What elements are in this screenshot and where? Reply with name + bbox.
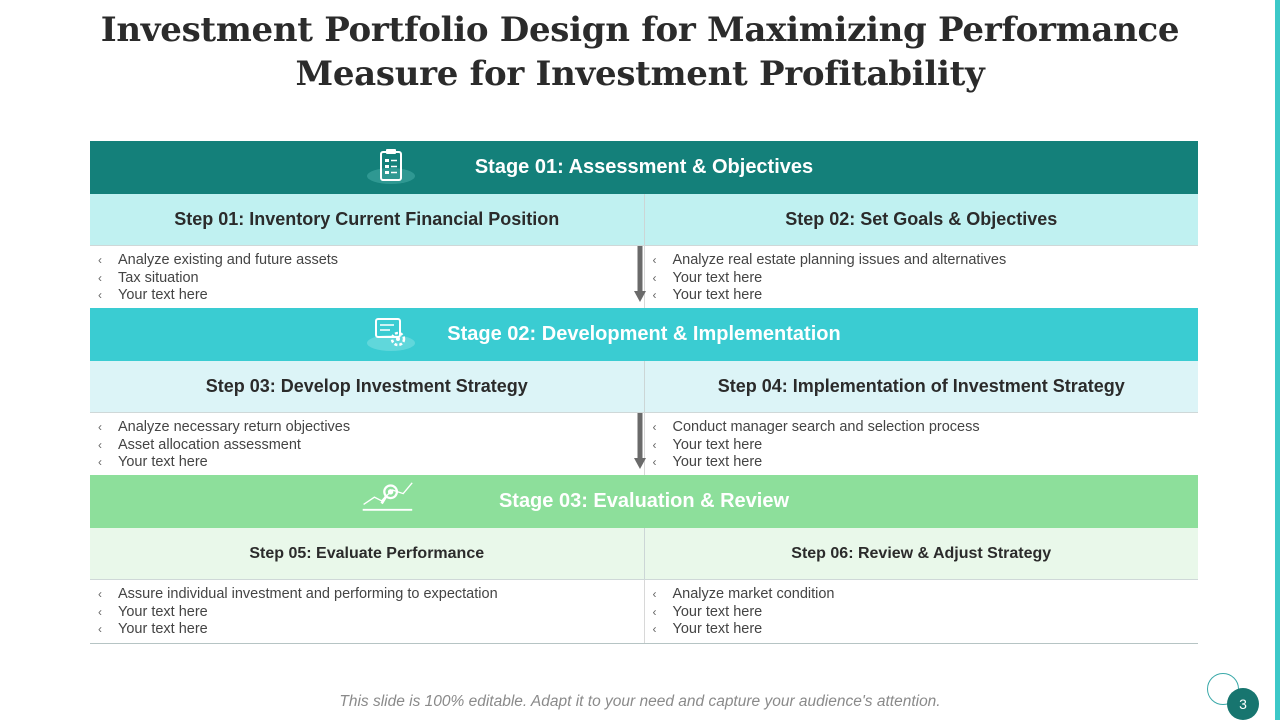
step-04-title: Step 04: Implementation of Investment Strategy [644, 361, 1199, 412]
step-05-title: Step 05: Evaluate Performance [249, 544, 485, 562]
step-03-title: Step 03: Develop Investment Strategy [205, 376, 528, 396]
document-gear-icon [364, 313, 418, 357]
list-item: ‹ Your text here [652, 287, 763, 303]
list-item: ‹ Your text here [652, 454, 763, 470]
step-02-title: Step 02: Set Goals & Objectives [644, 194, 1199, 245]
steps-row-3 [90, 528, 1198, 580]
title-line-2: Measure for Investment Profitability [295, 54, 985, 94]
stage-header-2 [90, 308, 1198, 361]
list-item: ‹ Asset allocation assessment [98, 436, 301, 453]
list-item: ‹ Conduct manager search and selection process [652, 419, 980, 435]
slide-title [0, 8, 1280, 96]
clipboard-checklist-icon [364, 146, 418, 190]
stage-title-3: Stage 03: Evaluation & Review [498, 490, 790, 512]
step-05-details [90, 580, 644, 643]
step-04-details [644, 413, 1199, 475]
stage-title-2: Stage 02: Development & Implementation [447, 323, 841, 345]
list-item: ‹ Your text here [98, 621, 208, 637]
list-item: ‹ Tax situation [98, 269, 199, 286]
list-item: ‹ Your text here [652, 436, 763, 453]
stage-title-1: Stage 01: Assessment & Objectives [474, 156, 814, 178]
list-item: ‹ Analyze real estate planning issues and alternatives [652, 252, 1007, 268]
list-item: ‹ Analyze necessary return objectives [98, 419, 351, 435]
list-item: ‹ Assure individual investment and performing to expectation [98, 586, 498, 602]
process-table [90, 141, 1198, 644]
footer-note: This slide is 100% editable. Adapt it to your need and capture your audience's attention. [339, 693, 941, 710]
step-01-title: Step 01: Inventory Current Financial Position [174, 209, 560, 229]
accent-bar [1275, 0, 1280, 720]
list-item: ‹ Your text here [652, 269, 763, 286]
arrow-down-icon [634, 246, 646, 304]
steps-row-2 [90, 361, 1198, 413]
page-number: 3 [1227, 688, 1259, 720]
step-03-details [90, 413, 644, 475]
steps-row-1 [90, 194, 1198, 246]
step-06-title: Step 06: Review & Adjust Strategy [644, 528, 1199, 579]
list-item: ‹ Your text here [652, 603, 763, 620]
step-02-details [644, 246, 1199, 308]
list-item: ‹ Your text here [652, 621, 763, 637]
arrow-down-icon [634, 413, 646, 471]
list-item: ‹ Your text here [98, 287, 208, 303]
list-item: ‹ Your text here [98, 603, 208, 620]
list-item: ‹ Your text here [98, 454, 208, 470]
details-row-3 [90, 580, 1198, 644]
details-row-2 [90, 413, 1198, 475]
list-item: ‹ Analyze market condition [652, 586, 835, 602]
chart-magnifier-icon [360, 477, 414, 521]
list-item: ‹ Analyze existing and future assets [98, 252, 339, 268]
stage-header-3 [90, 475, 1198, 528]
details-row-1 [90, 246, 1198, 308]
step-06-details [644, 580, 1199, 643]
step-01-details [90, 246, 644, 308]
title-line-1: Investment Portfolio Design for Maximizing Performance [100, 10, 1180, 50]
stage-header-1 [90, 141, 1198, 194]
